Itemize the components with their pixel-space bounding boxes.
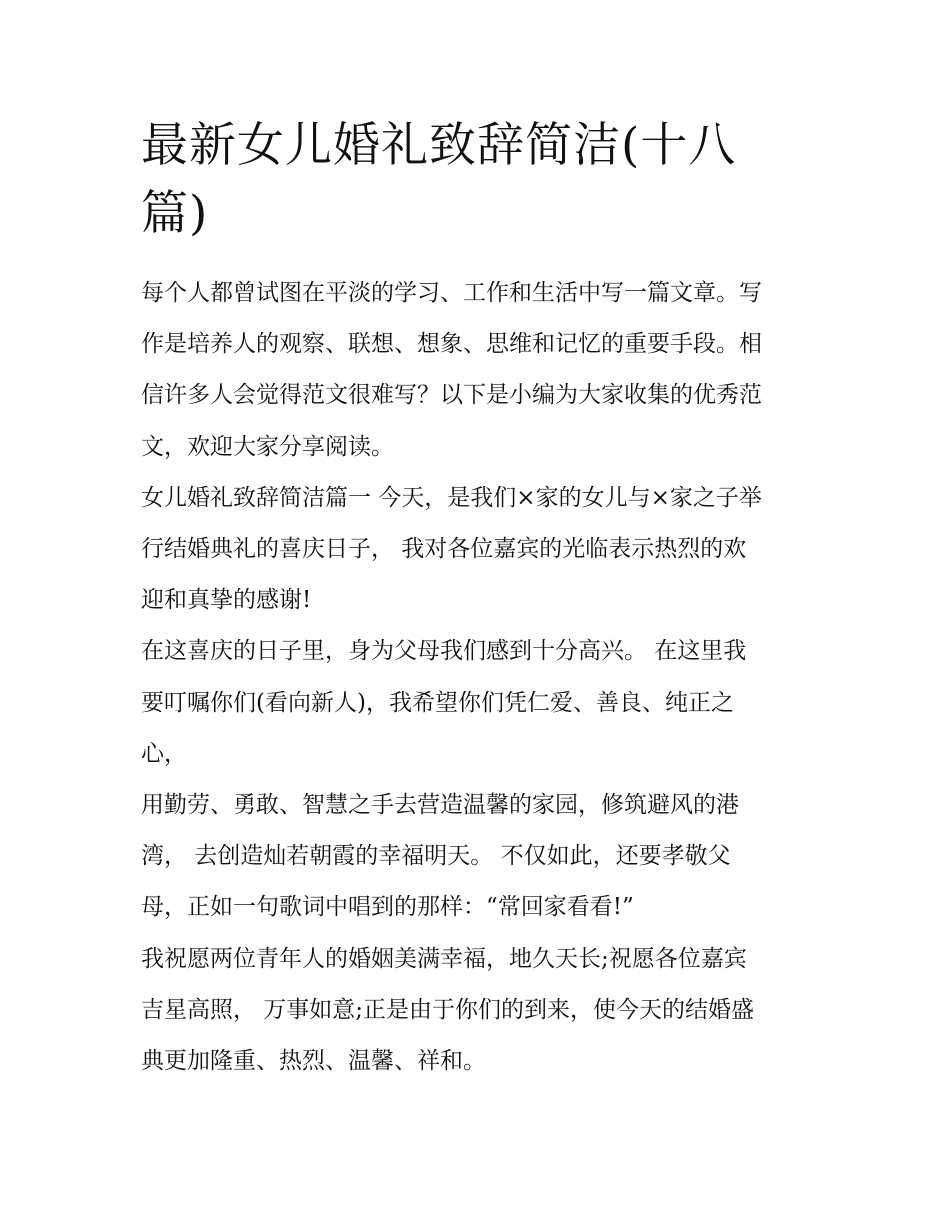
document-title <box>141 112 813 248</box>
text-line: 母，正如一句歌词中唱到的那样：“常回家看看!” <box>141 894 634 921</box>
speech-paragraph-advice <box>141 626 813 780</box>
speech-paragraph-opening <box>141 473 813 627</box>
speech-paragraph-blessing <box>141 934 813 1088</box>
text-line: 用勤劳、勇敢、智慧之手去营造温馨的家园，修筑避风的港 <box>141 792 739 819</box>
speech-paragraph-home <box>141 780 813 934</box>
text-line: 在这喜庆的日子里，身为父母我们感到十分高兴。 在这里我 <box>141 638 747 665</box>
text-line: 文，欢迎大家分享阅读。 <box>141 433 394 460</box>
text-line: 吉星高照， 万事如意;正是由于你们的到来，使今天的结婚盛 <box>141 996 755 1023</box>
title-line: 最新女儿婚礼致辞简洁(十八 <box>141 118 737 173</box>
text-line: 作是培养人的观察、联想、想象、思维和记忆的重要手段。相 <box>141 331 762 358</box>
title-line: 篇) <box>141 186 209 241</box>
text-line: 我祝愿两位青年人的婚姻美满幸福，地久天长;祝愿各位嘉宾 <box>141 945 747 972</box>
text-line: 女儿婚礼致辞简洁篇一 今天，是我们×家的女儿与×家之子举 <box>141 484 762 511</box>
text-line: 信许多人会觉得范文很难写？以下是小编为大家收集的优秀范 <box>141 382 762 409</box>
text-line: 迎和真挚的感谢! <box>141 587 312 614</box>
document-content <box>141 112 813 1087</box>
text-line: 心， <box>141 740 187 767</box>
text-line: 湾， 去创造灿若朝霞的幸福明天。 不仅如此，还要孝敬父 <box>141 843 731 870</box>
text-line: 要叮嘱你们(看向新人)，我希望你们凭仁爱、善良、纯正之 <box>141 689 734 716</box>
text-line: 每个人都曾试图在平淡的学习、工作和生活中写一篇文章。写 <box>141 280 762 306</box>
text-line: 典更加隆重、热烈、温馨、祥和。 <box>141 1048 486 1075</box>
intro-paragraph <box>141 268 813 473</box>
text-line: 行结婚典礼的喜庆日子， 我对各位嘉宾的光临表示热烈的欢 <box>141 536 747 563</box>
